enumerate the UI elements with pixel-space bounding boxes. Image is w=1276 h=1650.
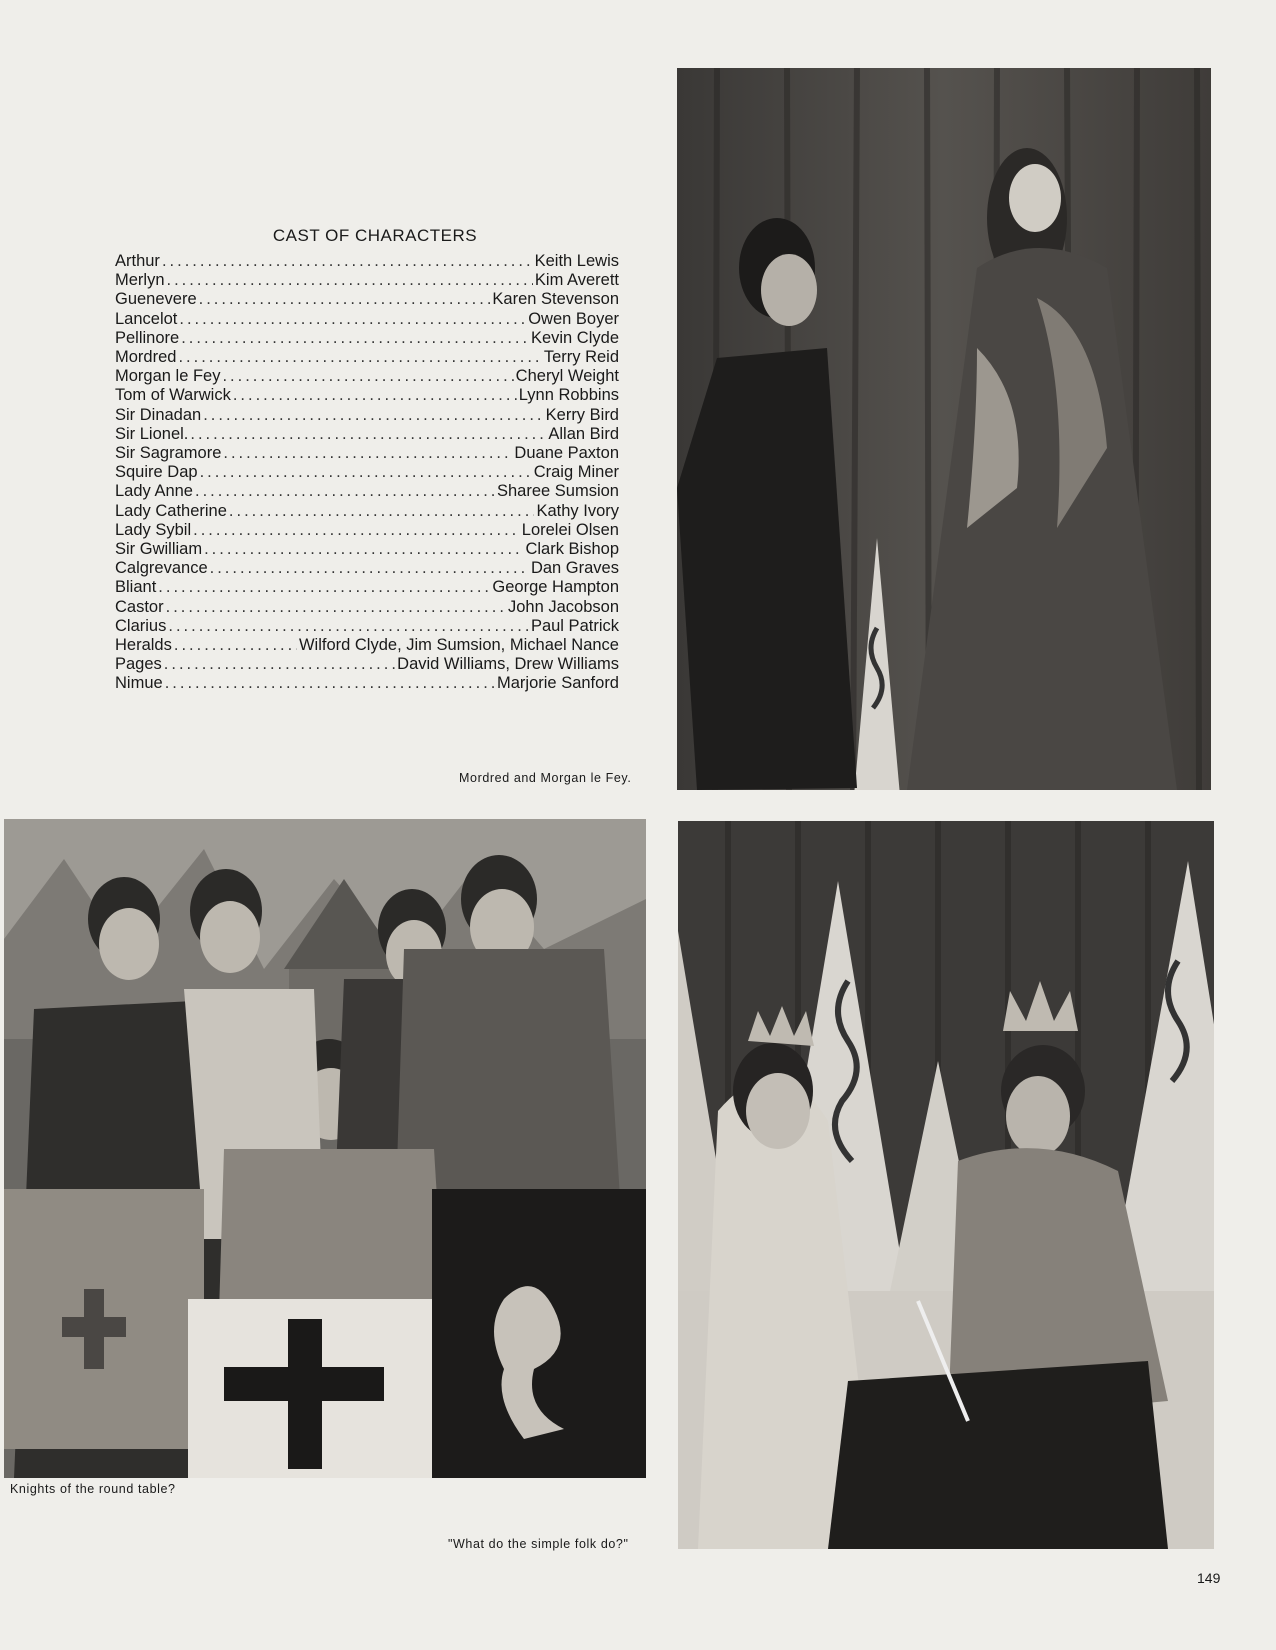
cast-actor: Kerry Bird xyxy=(545,405,619,424)
cast-row xyxy=(115,348,619,367)
dot-leader xyxy=(178,348,541,367)
cast-actor: Marjorie Sanford xyxy=(497,674,619,693)
caption-mordred-morgan: Mordred and Morgan le Fey. xyxy=(459,771,632,785)
cast-row xyxy=(115,578,619,597)
cast-actor: Craig Miner xyxy=(533,463,619,482)
dot-leader xyxy=(193,521,520,540)
caption-knights: Knights of the round table? xyxy=(10,1482,176,1496)
cast-actor: Duane Paxton xyxy=(514,444,619,463)
cast-actor: Wilford Clyde, Jim Sumsion, Michael Nance xyxy=(298,636,619,655)
cast-actor: Keith Lewis xyxy=(534,252,619,270)
dot-leader xyxy=(179,310,526,329)
caption-simple-folk: "What do the simple folk do?" xyxy=(448,1537,629,1551)
cast-actor: Kim Averett xyxy=(534,271,619,290)
dot-leader xyxy=(210,559,529,578)
dot-leader xyxy=(166,598,506,617)
cast-rows xyxy=(115,252,619,694)
cast-actor: Kathy Ivory xyxy=(536,501,619,520)
cast-row xyxy=(115,310,619,329)
dot-leader xyxy=(165,674,495,693)
cast-role: Guenevere xyxy=(115,290,197,309)
dot-leader xyxy=(223,444,512,463)
cast-role: Calgrevance xyxy=(115,559,208,578)
photo-knights xyxy=(4,819,646,1478)
cast-actor: John Jacobson xyxy=(508,597,619,616)
cast-role: Squire Dap xyxy=(115,463,198,482)
dot-leader xyxy=(203,406,543,425)
cast-row xyxy=(115,502,619,521)
cast-list xyxy=(115,226,619,694)
cast-row xyxy=(115,655,619,674)
photo-mordred-morgan xyxy=(677,68,1211,790)
cast-role: Pellinore xyxy=(115,328,180,347)
cast-role: Lady Anne xyxy=(115,482,193,501)
cast-actor: George Hampton xyxy=(492,578,619,597)
dot-leader xyxy=(174,636,297,655)
cast-row xyxy=(115,598,619,617)
cast-actor: Sharee Sumsion xyxy=(497,482,619,501)
cast-role: Lady Catherine xyxy=(115,501,227,520)
dot-leader xyxy=(199,290,491,309)
cast-role: Heralds xyxy=(115,636,172,655)
dot-leader xyxy=(200,463,532,482)
cast-role: Nimue xyxy=(115,674,163,693)
cast-row xyxy=(115,406,619,425)
cast-title: CAST OF CHARACTERS xyxy=(272,226,478,245)
cast-role: Bliant xyxy=(115,578,157,597)
cast-role: Morgan le Fey xyxy=(115,367,221,386)
cast-actor: Kevin Clyde xyxy=(530,328,619,347)
cast-row xyxy=(115,521,619,540)
cast-role: Sir Lionel. xyxy=(115,424,189,443)
cast-actor: Clark Bishop xyxy=(525,540,619,559)
cast-role: Merlyn xyxy=(115,271,165,290)
dot-leader xyxy=(229,502,535,521)
cast-role: Lancelot xyxy=(115,309,178,328)
dot-leader xyxy=(190,425,546,444)
cast-actor: Terry Reid xyxy=(543,348,619,367)
cast-role: Pages xyxy=(115,655,162,674)
dot-leader xyxy=(158,578,490,597)
cast-role: Castor xyxy=(115,597,164,616)
cast-role: Clarius xyxy=(115,616,167,635)
cast-role: Arthur xyxy=(115,252,160,270)
cast-row xyxy=(115,252,619,271)
cast-actor: Dan Graves xyxy=(530,559,619,578)
photo-simple-folk xyxy=(678,821,1214,1549)
dot-leader xyxy=(168,617,529,636)
cast-role: Mordred xyxy=(115,348,177,367)
dot-leader xyxy=(164,655,395,674)
cast-row xyxy=(115,636,619,655)
cast-row xyxy=(115,367,619,386)
cast-actor: Owen Boyer xyxy=(528,309,619,328)
cast-row xyxy=(115,290,619,309)
cast-actor: Allan Bird xyxy=(548,424,619,443)
cast-actor: Karen Stevenson xyxy=(492,290,619,309)
page-number: 149 xyxy=(1197,1570,1221,1586)
cast-row xyxy=(115,386,619,405)
cast-role: Sir Gwilliam xyxy=(115,540,203,559)
cast-actor: Lorelei Olsen xyxy=(521,520,619,539)
dot-leader xyxy=(181,329,529,348)
dot-leader xyxy=(162,252,533,271)
cast-row xyxy=(115,674,619,693)
cast-role: Sir Dinadan xyxy=(115,405,202,424)
dot-leader xyxy=(222,367,513,386)
cast-row xyxy=(115,444,619,463)
cast-row xyxy=(115,271,619,290)
dot-leader xyxy=(195,482,495,501)
cast-actor: Cheryl Weight xyxy=(515,367,619,386)
cast-row xyxy=(115,463,619,482)
cast-row xyxy=(115,559,619,578)
cast-actor: David Williams, Drew Williams xyxy=(397,655,619,674)
cast-role: Tom of Warwick xyxy=(115,386,231,405)
dot-leader xyxy=(167,271,533,290)
cast-actor: Paul Patrick xyxy=(530,616,619,635)
cast-row xyxy=(115,617,619,636)
cast-row xyxy=(115,540,619,559)
dot-leader xyxy=(233,386,517,405)
cast-row xyxy=(115,425,619,444)
cast-row xyxy=(115,329,619,348)
cast-role: Sir Sagramore xyxy=(115,444,222,463)
cast-role: Lady Sybil xyxy=(115,520,192,539)
cast-row xyxy=(115,482,619,501)
cast-actor: Lynn Robbins xyxy=(518,386,619,405)
dot-leader xyxy=(204,540,523,559)
